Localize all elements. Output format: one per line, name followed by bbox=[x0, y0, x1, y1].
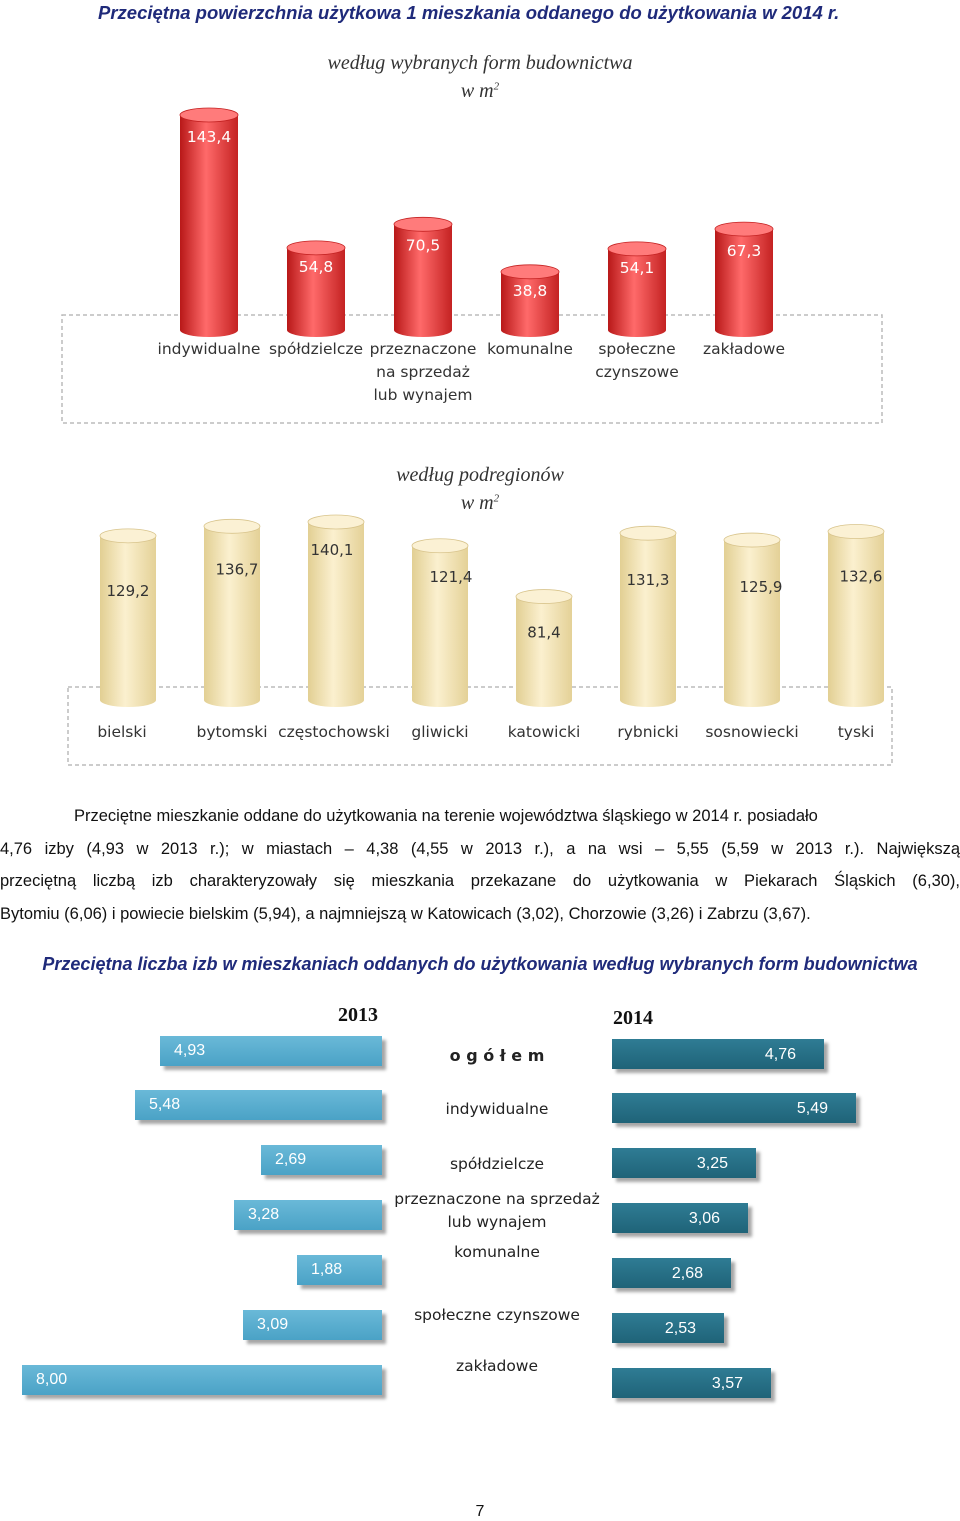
category-label-line: komunalne bbox=[454, 1243, 540, 1261]
value-label-2: 136,7 bbox=[215, 560, 259, 579]
chart2-svg bbox=[0, 430, 960, 780]
paragraph-line-1: Przeciętne mieszkanie oddane do użytkowania na terenie województwa śląskiego w 2014 r. posiadało bbox=[74, 807, 818, 825]
bar-2 bbox=[287, 241, 345, 337]
category-label-line: przeznaczone na sprzedaż bbox=[394, 1190, 600, 1208]
category-label-5: czynszowe bbox=[595, 363, 679, 381]
category-label-3: lub wynajem bbox=[373, 386, 473, 404]
category-label-1: indywidualne bbox=[157, 340, 261, 358]
category-label-6: zakładowe bbox=[702, 340, 786, 358]
category-label-line: zakładowe bbox=[455, 1357, 539, 1375]
value-label-5: 81,4 bbox=[527, 623, 561, 642]
bar-2013-4: 3,28 bbox=[234, 1200, 382, 1230]
bar-2014-6: 2,53 bbox=[612, 1313, 724, 1343]
page-number: 7 bbox=[475, 1503, 485, 1520]
paragraph-line-2: 4,76 izby (4,93 w 2013 r.); w miastach – 4,38 (4,55 w 2013 r.), a na wsi – 5,55 (5,59 w 2013 r.). Największą bbox=[0, 839, 960, 858]
bar-2014-7: 3,57 bbox=[612, 1368, 771, 1398]
chart1-svg bbox=[0, 0, 960, 440]
bar-2013-6: 3,09 bbox=[243, 1310, 382, 1340]
category-label-3: na sprzedaż bbox=[376, 363, 470, 381]
bar-2013-2: 5,48 bbox=[135, 1090, 382, 1120]
bar-2013-5: 1,88 bbox=[297, 1255, 382, 1285]
category-label-5: społeczne bbox=[598, 340, 676, 358]
category-label-6 bbox=[377, 1304, 617, 1327]
paragraph-line-3: przeciętną liczbą izb charakteryzowały się mieszkania przekazane do użytkowania w Piekarach Śląskich (6,30), bbox=[0, 872, 960, 890]
category-label-3: częstochowski bbox=[278, 723, 390, 741]
year-2013-label: 2013 bbox=[338, 1004, 378, 1026]
paragraph-line-4: Bytomiu (6,06) i powiecie bielskim (5,94), a najmniejszą w Katowicach (3,02), Chorzowie (3,26) i Zabrzu (3,67). bbox=[0, 904, 811, 923]
bar-2013-7: 8,00 bbox=[22, 1365, 382, 1395]
category-label-line: indywidualne bbox=[445, 1100, 549, 1118]
category-label-7 bbox=[377, 1355, 617, 1378]
value-label-8: 132,6 bbox=[839, 567, 883, 586]
value-label-5: 54,1 bbox=[619, 258, 655, 277]
category-label-2: spółdzielcze bbox=[268, 340, 364, 358]
chart1-title: według wybranych form budownictwa bbox=[327, 52, 633, 74]
bar-2013-1: 4,93 bbox=[160, 1036, 382, 1066]
value-label-4: 121,4 bbox=[429, 567, 473, 586]
category-label-5: katowicki bbox=[507, 723, 581, 741]
page-title: Przeciętna powierzchnia użytkowa 1 mieszkania oddanego do użytkowania w 2014 r. bbox=[98, 2, 840, 23]
category-label-8: tyski bbox=[837, 723, 875, 741]
category-label-2 bbox=[377, 1098, 617, 1121]
bar-7 bbox=[724, 533, 780, 707]
bar-2014-5: 2,68 bbox=[612, 1258, 731, 1288]
category-label-line: społeczne czynszowe bbox=[414, 1306, 580, 1324]
chart3-title: Przeciętna liczba izb w mieszkaniach oddanych do użytkowania według wybranych form budownictwa bbox=[42, 954, 918, 974]
chart2-unit-text: w m bbox=[460, 492, 494, 514]
body-paragraph bbox=[0, 800, 960, 930]
value-label-3: 70,5 bbox=[405, 236, 441, 255]
category-label-1 bbox=[377, 1044, 617, 1067]
chart1-unit-text: w m bbox=[460, 80, 494, 102]
value-label-2: 54,8 bbox=[298, 257, 334, 276]
bar-2 bbox=[204, 519, 260, 707]
bar-2013-3: 2,69 bbox=[261, 1145, 382, 1175]
bar-2014-1: 4,76 bbox=[612, 1039, 824, 1069]
bar-4 bbox=[501, 265, 559, 337]
bar-6 bbox=[715, 222, 773, 337]
value-label-3: 140,1 bbox=[310, 541, 354, 559]
bar-3 bbox=[394, 217, 452, 337]
category-label-6: rybnicki bbox=[617, 723, 679, 741]
bar-5 bbox=[516, 590, 572, 707]
bar-2014-2: 5,49 bbox=[612, 1093, 856, 1123]
chart2-unit-sup: 2 bbox=[493, 492, 500, 505]
category-label-line: spółdzielcze bbox=[449, 1155, 545, 1173]
category-label-7: sosnowiecki bbox=[705, 723, 799, 741]
category-label-3: przeznaczone bbox=[369, 340, 477, 358]
category-label-line: o g ó ł e m bbox=[449, 1046, 545, 1065]
category-label-1: bielski bbox=[97, 723, 147, 741]
chart1-unit-sup: 2 bbox=[493, 80, 500, 93]
category-label-line: lub wynajem bbox=[447, 1213, 547, 1231]
category-label-4 bbox=[377, 1188, 617, 1234]
bar-2014-3: 3,25 bbox=[612, 1148, 756, 1178]
bar-5 bbox=[608, 242, 666, 337]
value-label-4: 38,8 bbox=[512, 281, 548, 300]
value-label-1: 129,2 bbox=[106, 581, 150, 600]
value-label-1: 143,4 bbox=[186, 128, 232, 146]
value-label-7: 125,9 bbox=[739, 578, 783, 597]
value-label-6: 67,3 bbox=[726, 242, 762, 261]
category-label-4: gliwicki bbox=[411, 723, 469, 741]
bar-6 bbox=[620, 526, 676, 707]
category-label-2: bytomski bbox=[196, 723, 268, 741]
bar-2014-4: 3,06 bbox=[612, 1203, 748, 1233]
value-label-6: 131,3 bbox=[626, 571, 670, 590]
category-label-4: komunalne bbox=[487, 340, 573, 358]
chart2-title: według podregionów bbox=[396, 464, 564, 486]
category-label-3 bbox=[377, 1153, 617, 1176]
category-label-5 bbox=[377, 1241, 617, 1264]
bar-1 bbox=[100, 529, 156, 707]
bar-8 bbox=[828, 525, 884, 707]
bar-4 bbox=[412, 539, 468, 707]
year-2014-label: 2014 bbox=[613, 1007, 653, 1029]
